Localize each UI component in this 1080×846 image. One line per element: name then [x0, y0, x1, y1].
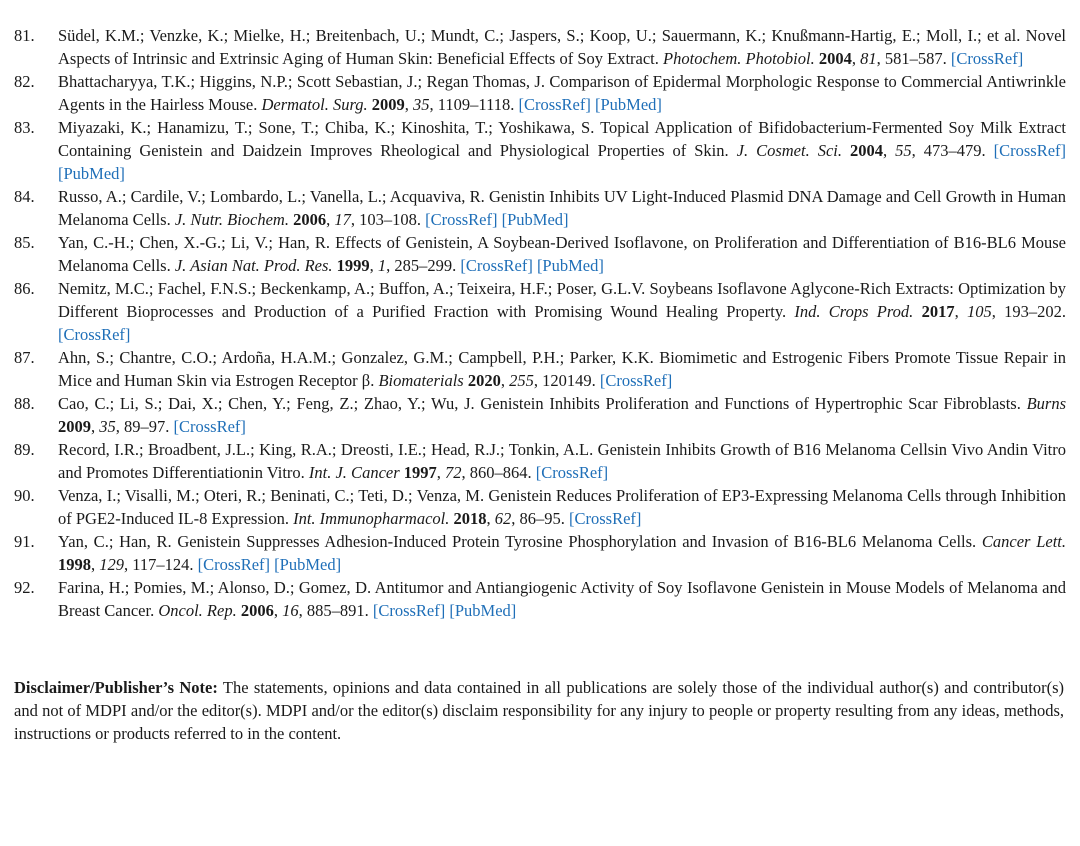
reference-authors-title: Yan, C.; Han, R. Genistein Suppresses Adhesion-Induced Protein Tyrosine Phosphorylation and Invasion of B16-BL6 Melanoma Cells. — [58, 532, 982, 551]
reference-journal: J. Cosmet. Sci. — [736, 141, 842, 160]
disclaimer-text: The statements, opinions and data contained in all publications are solely those of the individual author(s) and contributor(s) and not of MDPI and/or the editor(s). MDPI and/or the editor(s) disclaim responsibility for any injury to people or property resulting from any ideas, methods, instructions or products referred to in the content. — [14, 678, 1064, 743]
reference-year: 1999 — [336, 256, 370, 275]
reference-year: 2004 — [850, 141, 883, 160]
reference-volume: 55 — [895, 141, 912, 160]
reference-pages: , 193–202. — [991, 302, 1067, 321]
reference-year: 2018 — [453, 509, 487, 528]
crossref-link[interactable]: [CrossRef] — [993, 141, 1067, 160]
pubmed-link[interactable]: [PubMed] — [501, 210, 569, 229]
reference-authors-title: Yan, C.-H.; Chen, X.-G.; Li, V.; Han, R. Effects of Genistein, A Soybean-Derived Isoflavone, on Proliferation and Differentiation of B16-BL6 Mouse Melanoma Cells. — [58, 233, 1066, 275]
reference-text: Farina, H.; Pomies, M.; Alonso, D.; Gomez, D. Antitumor and Antiangiogenic Activity of Soy Isoflavone Genistein in Mouse Models of Melanoma and Breast Cancer. Oncol. Rep. 2006, 16, 885–891. [CrossRef] [PubMed] — [58, 578, 1066, 620]
reference-pages: , 285–299. — [386, 256, 461, 275]
reference-pages: , 117–124. — [124, 555, 198, 574]
reference-journal: Oncol. Rep. — [158, 601, 237, 620]
crossref-link[interactable]: [CrossRef] — [460, 256, 533, 275]
crossref-link[interactable]: [CrossRef] — [950, 49, 1024, 68]
reference-text: Russo, A.; Cardile, V.; Lombardo, L.; Vanella, L.; Acquaviva, R. Genistin Inhibits UV Light-Induced Plasmid DNA Damage and Cell Growth in Human Melanoma Cells. J. Nutr. Biochem. 2006, 17, 103–108. [CrossRef] [PubMed] — [58, 187, 1066, 229]
reference-volume: 129 — [99, 555, 124, 574]
reference-volume: 35 — [413, 95, 430, 114]
reference-text: Südel, K.M.; Venzke, K.; Mielke, H.; Breitenbach, U.; Mundt, C.; Jaspers, S.; Koop, U.; Sauermann, K.; Knußmann-Hartig, E.; Moll, I.; et al. Novel Aspects of Intrinsic and Extrinsic Aging of Human Skin: Beneficial Effects of Soy Extract. Photochem. Photobiol. 2004, 81, 581–587. [CrossRef] — [58, 26, 1066, 68]
reference-number: 88. — [14, 394, 35, 413]
reference-journal: Photochem. Photobiol. — [663, 49, 815, 68]
reference-authors-title: Record, I.R.; Broadbent, J.L.; King, R.A.; Dreosti, I.E.; Head, R.J.; Tonkin, A.L. Genistein Inhibits Growth of B16 Melanoma Cellsin Vivo Andin Vitro and Promotes Differentiationin Vitro. — [58, 440, 1066, 482]
crossref-link[interactable]: [CrossRef] — [599, 371, 673, 390]
pubmed-link[interactable]: [PubMed] — [58, 164, 125, 183]
reference-journal: J. Nutr. Biochem. — [174, 210, 289, 229]
reference-number: 81. — [14, 26, 35, 45]
reference-number: 85. — [14, 233, 35, 252]
reference-authors-title: Russo, A.; Cardile, V.; Lombardo, L.; Vanella, L.; Acquaviva, R. Genistin Inhibits UV Light-Induced Plasmid DNA Damage and Cell Growth in Human Melanoma Cells. — [58, 187, 1066, 229]
reference-authors-title: Farina, H.; Pomies, M.; Alonso, D.; Gomez, D. Antitumor and Antiangiogenic Activity of Soy Isoflavone Genistein in Mouse Models of Melanoma and Breast Cancer. — [58, 578, 1066, 620]
reference-journal: Dermatol. Surg. — [261, 95, 368, 114]
reference-number: 87. — [14, 348, 35, 367]
reference-volume: 255 — [509, 371, 534, 390]
disclaimer-note — [14, 676, 1064, 745]
reference-journal: Burns — [1026, 394, 1066, 413]
reference-number: 82. — [14, 72, 35, 91]
reference-number: 92. — [14, 578, 35, 597]
reference-volume: 62 — [494, 509, 512, 528]
crossref-link[interactable]: [CrossRef] — [173, 417, 246, 436]
reference-text: Venza, I.; Visalli, M.; Oteri, R.; Beninati, C.; Teti, D.; Venza, M. Genistein Reduces Proliferation of EP3-Expressing Melanoma Cells through Inhibition of PGE2-Induced IL-8 Expression. Int. Immunopharmacol. 2018, 62, 86–95. [CrossRef] — [58, 486, 1066, 528]
reference-authors-title: Ahn, S.; Chantre, C.O.; Ardoña, H.A.M.; Gonzalez, G.M.; Campbell, P.H.; Parker, K.K. Biomimetic and Estrogenic Fibers Promote Tissue Repair in Mice and Human Skin via Estrogen Receptor β. — [58, 348, 1066, 390]
reference-authors-title: Miyazaki, K.; Hanamizu, T.; Sone, T.; Chiba, K.; Kinoshita, T.; Yoshikawa, S. Topical Application of Bifidobacterium-Fermented Soy Milk Extract Containing Genistein and Daidzein Improves Rheological and Physiological Properties of Skin. — [58, 118, 1066, 160]
reference-pages: , 120149. — [533, 371, 600, 390]
reference-item — [14, 70, 1066, 116]
reference-volume: 16 — [282, 601, 299, 620]
reference-text: Record, I.R.; Broadbent, J.L.; King, R.A.; Dreosti, I.E.; Head, R.J.; Tonkin, A.L. Genistein Inhibits Growth of B16 Melanoma Cellsin Vivo Andin Vitro and Promotes Differentiationin Vitro. Int. J. Cancer 1997, 72, 860–864. [CrossRef] — [58, 440, 1066, 482]
reference-item — [14, 438, 1066, 484]
reference-year: 2009 — [58, 417, 91, 436]
reference-list — [14, 24, 1066, 622]
reference-year: 2004 — [818, 49, 852, 68]
reference-item — [14, 576, 1066, 622]
reference-year: 2020 — [467, 371, 501, 390]
reference-authors-title: Cao, C.; Li, S.; Dai, X.; Chen, Y.; Feng, Z.; Zhao, Y.; Wu, J. Genistein Inhibits Proliferation and Functions of Hypertrophic Scar Fibroblasts. — [58, 394, 1027, 413]
reference-authors-title: Venza, I.; Visalli, M.; Oteri, R.; Beninati, C.; Teti, D.; Venza, M. Genistein Reduces Proliferation of EP3-Expressing Melanoma Cells through Inhibition of PGE2-Induced IL-8 Expression. — [58, 486, 1066, 528]
reference-year: 2006 — [293, 210, 327, 229]
reference-number: 84. — [14, 187, 35, 206]
reference-item — [14, 231, 1066, 277]
reference-volume: 81 — [860, 49, 877, 68]
reference-pages: , 473–479. — [911, 141, 994, 160]
reference-item — [14, 24, 1066, 70]
reference-authors-title: Südel, K.M.; Venzke, K.; Mielke, H.; Breitenbach, U.; Mundt, C.; Jaspers, S.; Koop, U.; Sauermann, K.; Knußmann-Hartig, E.; Moll, I.; et al. Novel Aspects of Intrinsic and Extrinsic Aging of Human Skin: Beneficial Effects of Soy Extract. — [58, 26, 1066, 68]
reference-pages: , 86–95. — [511, 509, 569, 528]
reference-year: 1997 — [403, 463, 437, 482]
reference-item — [14, 392, 1066, 438]
reference-journal: J. Asian Nat. Prod. Res. — [174, 256, 333, 275]
reference-year: 2017 — [921, 302, 955, 321]
reference-text: Ahn, S.; Chantre, C.O.; Ardoña, H.A.M.; Gonzalez, G.M.; Campbell, P.H.; Parker, K.K. Biomimetic and Estrogenic Fibers Promote Tissue Repair in Mice and Human Skin via Estrogen Receptor β. Biomaterials 2020, 255, 120149. [CrossRef] — [58, 348, 1066, 390]
reference-text: Nemitz, M.C.; Fachel, F.N.S.; Beckenkamp, A.; Buffon, A.; Teixeira, H.F.; Poser, G.L.V. Soybeans Isoflavone Aglycone-Rich Extracts: Optimization by Different Bioprocesses and Production of a Purified Fraction with Promising Wound Healing Property. Ind. Crops Prod. 2017, 105, 193–202. [CrossRef] — [58, 279, 1067, 344]
reference-item — [14, 346, 1066, 392]
reference-pages: , 581–587. — [876, 49, 951, 68]
reference-number: 90. — [14, 486, 35, 505]
reference-year: 2009 — [371, 95, 405, 114]
reference-journal: Biomaterials — [378, 371, 464, 390]
reference-year: 2006 — [240, 601, 274, 620]
pubmed-link[interactable]: [PubMed] — [449, 601, 517, 620]
reference-pages: , 860–864. — [461, 463, 536, 482]
crossref-link[interactable]: [CrossRef] — [568, 509, 642, 528]
reference-volume: 17 — [334, 210, 351, 229]
reference-text: Cao, C.; Li, S.; Dai, X.; Chen, Y.; Feng, Z.; Zhao, Y.; Wu, J. Genistein Inhibits Proliferation and Functions of Hypertrophic Scar Fibroblasts. Burns 2009, 35, 89–97. [CrossRef] — [58, 394, 1066, 436]
reference-authors-title: Nemitz, M.C.; Fachel, F.N.S.; Beckenkamp, A.; Buffon, A.; Teixeira, H.F.; Poser, G.L.V. Soybeans Isoflavone Aglycone-Rich Extracts: Optimization by Different Bioprocesses and Production of a Purified Fraction with Promising Wound Healing Property. — [58, 279, 1066, 321]
reference-volume: 35 — [99, 417, 116, 436]
reference-volume: 105 — [967, 302, 992, 321]
pubmed-link[interactable]: [PubMed] — [595, 95, 662, 114]
crossref-link[interactable]: [CrossRef] — [372, 601, 446, 620]
reference-journal: Ind. Crops Prod. — [794, 302, 914, 321]
reference-pages: , 885–891. — [298, 601, 373, 620]
reference-number: 83. — [14, 118, 35, 137]
reference-pages: , 1109–1118. — [429, 95, 519, 114]
reference-number: 86. — [14, 279, 35, 298]
reference-volume: 1 — [377, 256, 387, 275]
reference-item — [14, 277, 1066, 346]
reference-journal: Int. J. Cancer — [308, 463, 400, 482]
reference-item — [14, 185, 1066, 231]
crossref-link[interactable]: [CrossRef] — [58, 325, 131, 344]
crossref-link[interactable]: [CrossRef] — [535, 463, 609, 482]
disclaimer-label: Disclaimer/Publisher’s Note: — [14, 678, 218, 697]
pubmed-link[interactable]: [PubMed] — [274, 555, 342, 574]
reference-text: Yan, C.-H.; Chen, X.-G.; Li, V.; Han, R. Effects of Genistein, A Soybean-Derived Isoflavone, on Proliferation and Differentiation of B16-BL6 Mouse Melanoma Cells. J. Asian Nat. Prod. Res. 1999, 1, 285–299. [CrossRef] [PubMed] — [58, 233, 1066, 275]
reference-text: Bhattacharyya, T.K.; Higgins, N.P.; Scott Sebastian, J.; Regan Thomas, J. Comparison of Epidermal Morphologic Response to Commercial Antiwrinkle Agents in the Hairless Mouse. Dermatol. Surg. 2009, 35, 1109–1118. [CrossRef] [PubMed] — [58, 72, 1066, 114]
reference-pages: , 103–108. — [350, 210, 426, 229]
reference-number: 91. — [14, 532, 35, 551]
reference-number: 89. — [14, 440, 35, 459]
reference-item — [14, 484, 1066, 530]
reference-year: 1998 — [58, 555, 91, 574]
reference-item — [14, 530, 1066, 576]
pubmed-link[interactable]: [PubMed] — [536, 256, 604, 275]
crossref-link[interactable]: [CrossRef] — [197, 555, 271, 574]
reference-text: Miyazaki, K.; Hanamizu, T.; Sone, T.; Chiba, K.; Kinoshita, T.; Yoshikawa, S. Topical Application of Bifidobacterium-Fermented Soy Milk Extract Containing Genistein and Daidzein Improves Rheological and Physiological Properties of Skin. J. Cosmet. Sci. 2004, 55, 473–479. [CrossRef] [PubMed] — [58, 118, 1067, 183]
crossref-link[interactable]: [CrossRef] — [518, 95, 591, 114]
reference-authors-title: Bhattacharyya, T.K.; Higgins, N.P.; Scott Sebastian, J.; Regan Thomas, J. Comparison of Epidermal Morphologic Response to Commercial Antiwrinkle Agents in the Hairless Mouse. — [58, 72, 1066, 114]
reference-journal: Cancer Lett. — [981, 532, 1066, 551]
reference-item — [14, 116, 1066, 185]
crossref-link[interactable]: [CrossRef] — [425, 210, 498, 229]
reference-text: Yan, C.; Han, R. Genistein Suppresses Adhesion-Induced Protein Tyrosine Phosphorylation and Invasion of B16-BL6 Melanoma Cells. Cancer Lett. 1998, 129, 117–124. [CrossRef] [PubMed] — [58, 532, 1066, 574]
reference-journal: Int. Immunopharmacol. — [293, 509, 450, 528]
reference-volume: 72 — [445, 463, 462, 482]
reference-pages: , 89–97. — [115, 417, 174, 436]
